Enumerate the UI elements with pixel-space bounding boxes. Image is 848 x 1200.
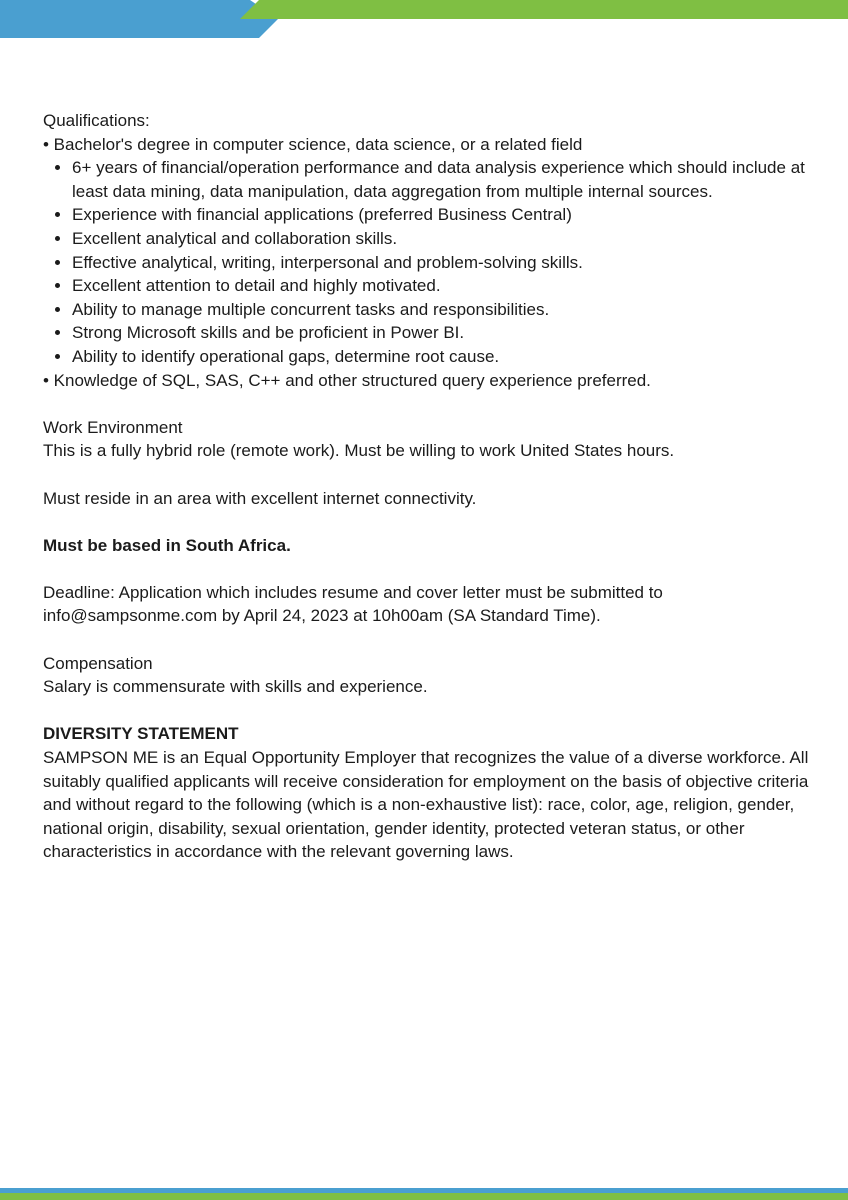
document-body — [43, 109, 818, 864]
diversity-section — [43, 722, 818, 864]
qualifications-section — [43, 109, 818, 392]
qualifications-heading: Qualifications: — [43, 111, 150, 130]
qualifications-list — [43, 156, 818, 368]
diversity-text: SAMPSON ME is an Equal Opportunity Employer that recognizes the value of a diverse workforce. All suitably qualified applicants will receive consideration for employment on the basis of objective criteria and without regard to the following (which is a non-exhaustive list): race, color, age, religion, gender, national origin, disability, sexual orientation, gender identity, protected veteran status, or other characteristics in accordance with the relevant governing laws. — [43, 748, 809, 862]
spacer — [43, 557, 818, 581]
list-item: • 6+ years of financial/operation performance and data analysis experience which should include at least data mining, data manipulation, data aggregation from multiple internal sources. — [72, 156, 818, 203]
list-item: • Ability to identify operational gaps, determine root cause. — [72, 345, 818, 369]
spacer — [43, 628, 818, 652]
compensation-text: Salary is commensurate with skills and experience. — [43, 677, 428, 697]
bottom-band-blue — [0, 1188, 848, 1193]
compensation-heading: Compensation — [43, 653, 153, 673]
work-environment-section — [43, 416, 818, 558]
deadline-text: Deadline: Application which includes resume and cover letter must be submitted to info@sampsonme.com by April 24, 2023 at 10h00am (SA Standard Time). — [43, 582, 663, 626]
bottom-band-green — [0, 1193, 848, 1200]
qualifications-first-line: • Bachelor's degree in computer science, data science, or a related field — [43, 134, 583, 154]
spacer — [43, 699, 818, 723]
top-decorative-band — [0, 0, 848, 38]
spacer — [43, 510, 818, 534]
diversity-heading: DIVERSITY STATEMENT — [43, 724, 239, 744]
qualifications-last-line: • Knowledge of SQL, SAS, C++ and other structured query experience preferred. — [43, 370, 651, 390]
work-environment-heading: Work Environment — [43, 417, 183, 437]
deadline-section — [43, 581, 818, 628]
location-requirement: Must be based in South Africa. — [43, 535, 291, 555]
list-item: • Excellent attention to detail and highly motivated. — [72, 274, 818, 298]
top-band-green — [240, 0, 848, 19]
list-item: • Excellent analytical and collaboration skills. — [72, 227, 818, 251]
bottom-decorative-band — [0, 1188, 848, 1200]
work-environment-line-1: This is a fully hybrid role (remote work). Must be willing to work United States hours. — [43, 441, 675, 461]
spacer — [43, 463, 818, 487]
list-item: • Effective analytical, writing, interpersonal and problem-solving skills. — [72, 251, 818, 275]
compensation-section — [43, 652, 818, 699]
spacer — [43, 392, 818, 416]
list-item: • Ability to manage multiple concurrent tasks and responsibilities. — [72, 298, 818, 322]
list-item: • Strong Microsoft skills and be proficient in Power BI. — [72, 321, 818, 345]
list-item: • Experience with financial applications (preferred Business Central) — [72, 203, 818, 227]
work-environment-line-2: Must reside in an area with excellent internet connectivity. — [43, 488, 477, 508]
top-band-blue — [0, 0, 278, 38]
